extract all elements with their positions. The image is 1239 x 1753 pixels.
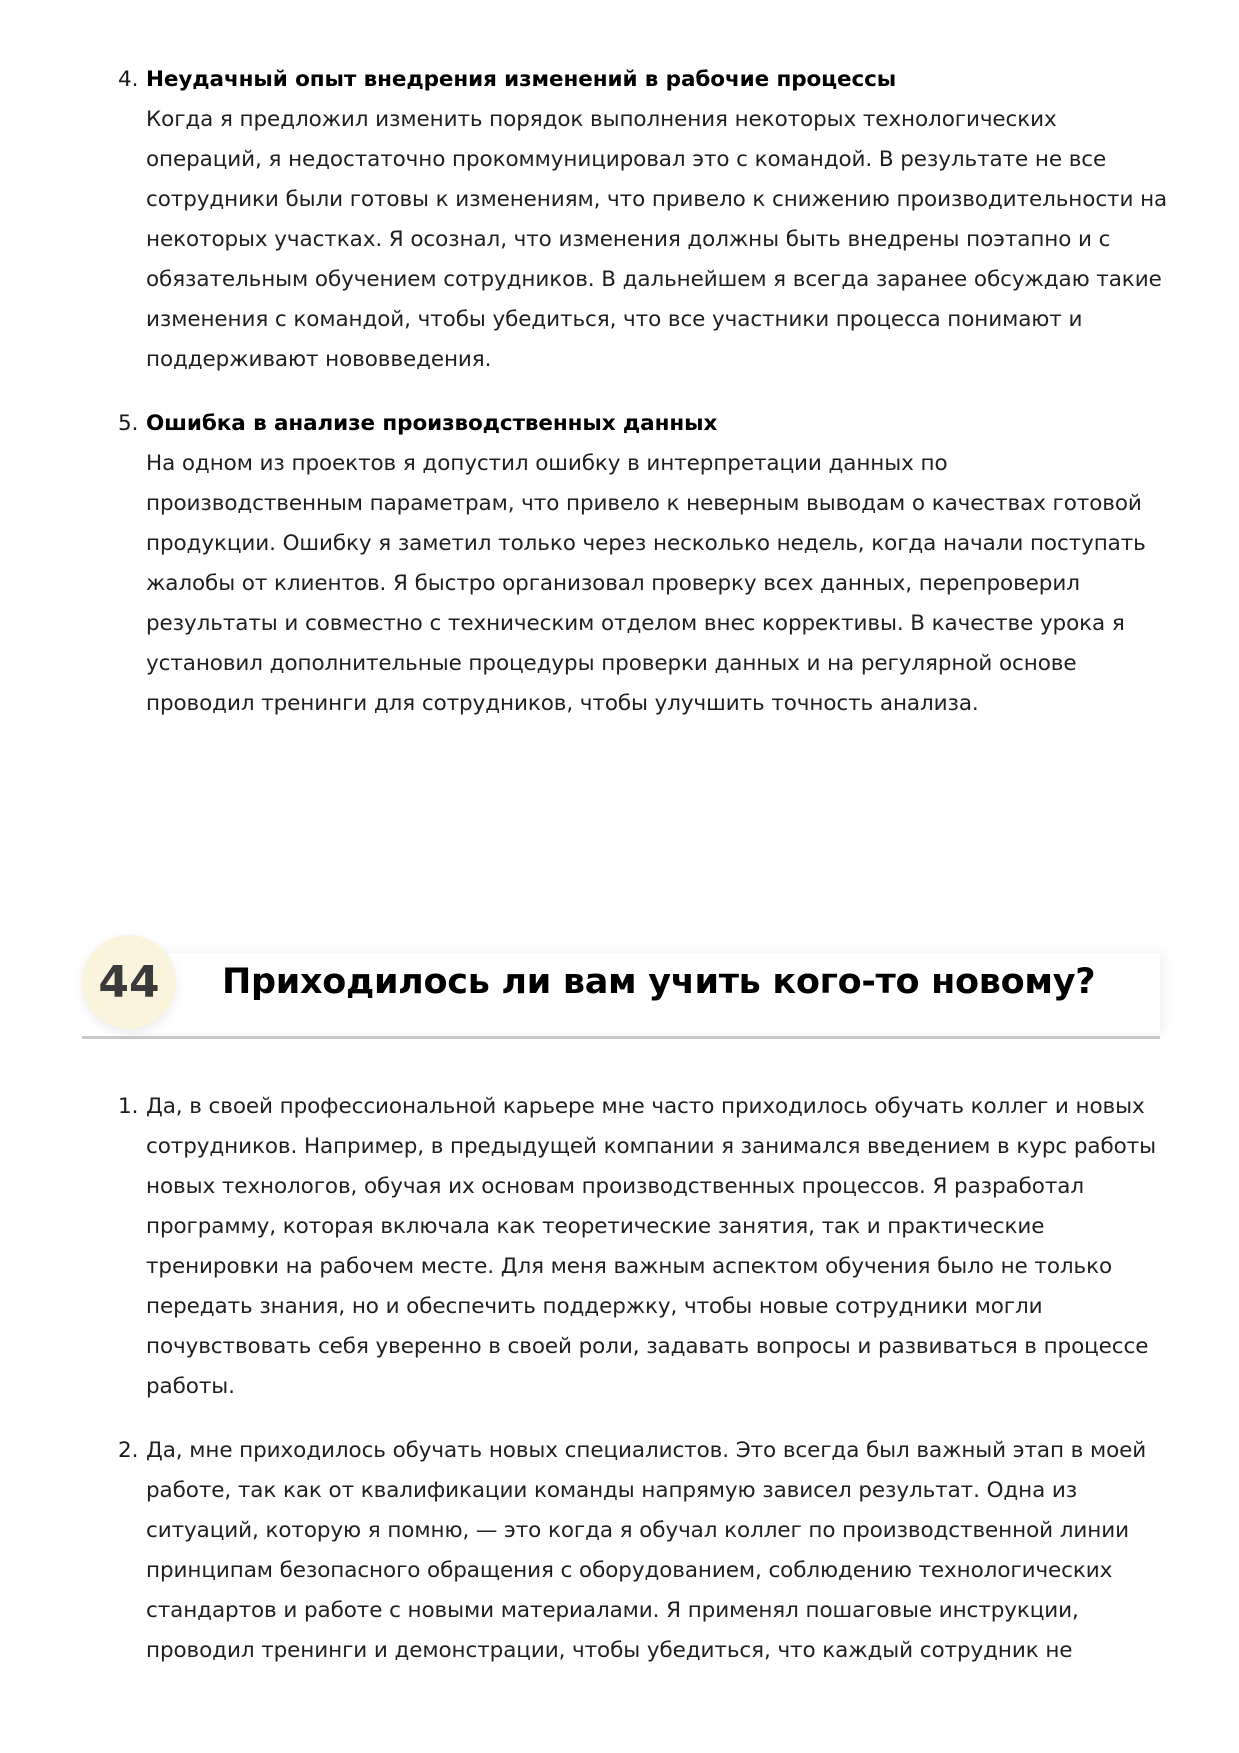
answers-list (118, 1087, 1168, 1671)
item-number: 5. (118, 411, 139, 436)
question-title: Приходилось ли вам учить кого-то новому? (222, 962, 1096, 1002)
list-item (118, 1087, 1168, 1407)
item-number: 1. (118, 1094, 139, 1119)
list-item (118, 60, 1168, 380)
item-number: 4. (118, 67, 139, 92)
item-body: Да, в своей профессиональной карьере мне часто приходилось обучать коллег и новых сотрудников. Например, в предыдущей компании я занимался введением в курс работы новых технологов, обучая их основам производственных процессов. Я разработал программу, которая включала как теоретические занятия, так и практические тренировки на рабочем месте. Для меня важным аспектом обучения было не только передать знания, но и обеспечить поддержку, чтобы новые сотрудники могли почувствовать себя уверенно в своей роли, задавать вопросы и развиваться в процессе работы. (146, 1094, 1156, 1399)
item-number: 2. (118, 1438, 139, 1463)
item-title: Ошибка в анализе производственных данных (146, 411, 718, 436)
list-item (118, 1431, 1168, 1671)
list-item (118, 404, 1168, 724)
header-divider (82, 1036, 1160, 1039)
previous-answers-list (118, 60, 1168, 724)
item-title: Неудачный опыт внедрения изменений в рабочие процессы (146, 67, 897, 92)
item-body: Да, мне приходилось обучать новых специалистов. Это всегда был важный этап в моей работе, так как от квалификации команды напрямую зависел результат. Одна из ситуаций, которую я помню, — это когда я обучал коллег по производственной линии принципам безопасного обращения с оборудованием, соблюдению технологических стандартов и работе с новыми материалами. Я применял пошаговые инструкции, проводил тренинги и демонстрации, чтобы убедиться, что каждый сотрудник не (146, 1438, 1147, 1663)
item-body: Когда я предложил изменить порядок выполнения некоторых технологических операций, я недостаточно прокоммуницировал это с командой. В результате не все сотрудники были готовы к изменениям, что привело к снижению производительности на некоторых участках. Я осознал, что изменения должны быть внедрены поэтапно и с обязательным обучением сотрудников. В дальнейшем я всегда заранее обсуждаю такие изменения с командой, чтобы убедиться, что все участники процесса понимают и поддерживают нововведения. (146, 107, 1168, 372)
question-number-badge: 44 (82, 935, 176, 1029)
question-header (82, 935, 1160, 1045)
item-body: На одном из проектов я допустил ошибку в интерпретации данных по производственным параметрам, что привело к неверным выводам о качествах готовой продукции. Ошибку я заметил только через несколько недель, когда начали поступать жалобы от клиентов. Я быстро организовал проверку всех данных, перепроверил результаты и совместно с техническим отделом внес коррективы. В качестве урока я установил дополнительные процедуры проверки данных и на регулярной основе проводил тренинги для сотрудников, чтобы улучшить точность анализа. (146, 451, 1146, 716)
